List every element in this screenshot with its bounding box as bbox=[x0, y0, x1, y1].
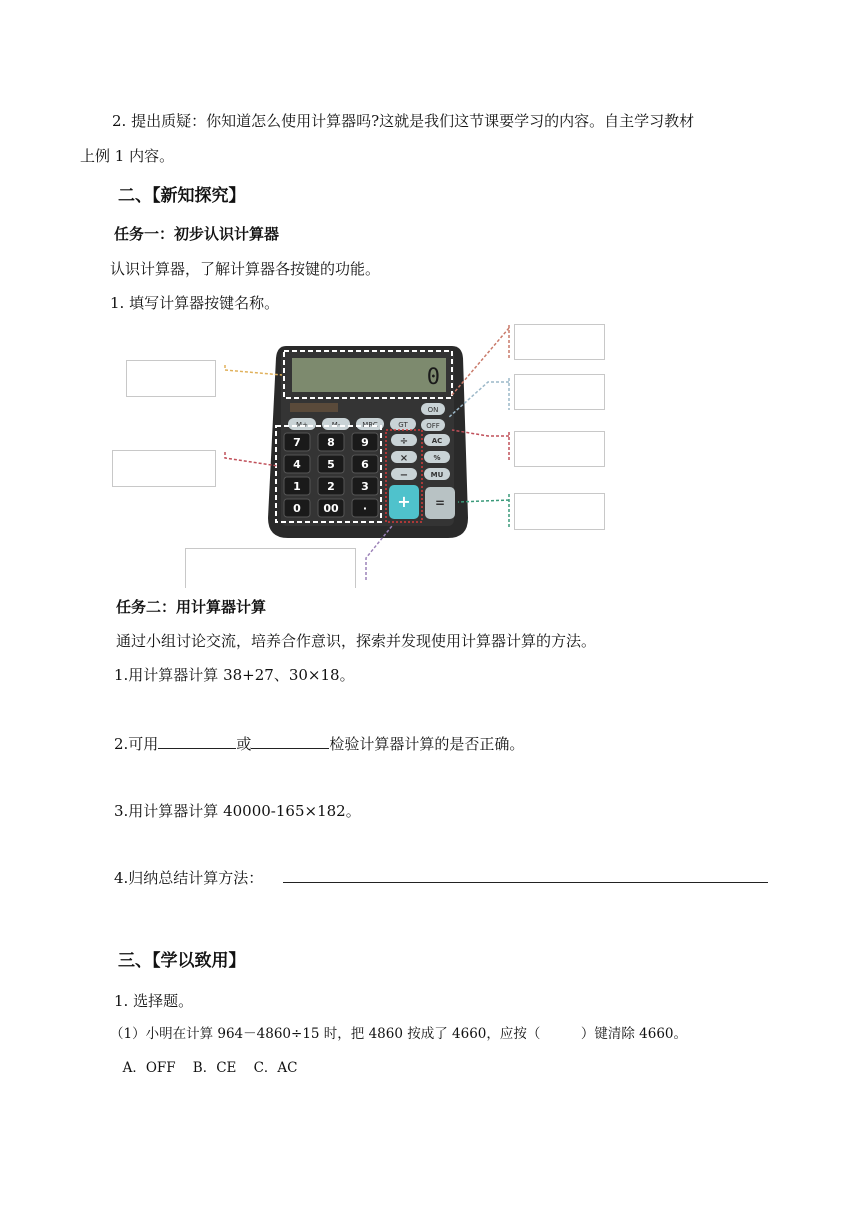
svg-text:2: 2 bbox=[327, 480, 335, 493]
display-value: 0 bbox=[426, 365, 440, 390]
intro-line-2: 上例 1 内容。 bbox=[80, 147, 175, 165]
svg-text:ON: ON bbox=[427, 406, 439, 414]
q2-suffix: 检验计算器计算的是否正确。 bbox=[329, 735, 525, 753]
q2-prefix: 2.可用 bbox=[114, 735, 159, 753]
svg-text:=: = bbox=[434, 496, 446, 510]
choice-options: A．OFF B．CE C．AC bbox=[114, 1060, 298, 1076]
svg-text:7: 7 bbox=[293, 436, 301, 449]
label-box-right-3[interactable] bbox=[514, 431, 605, 467]
svg-text:3: 3 bbox=[361, 480, 369, 493]
svg-text:M-: M- bbox=[331, 421, 341, 429]
label-box-display[interactable] bbox=[126, 360, 216, 397]
leader-line-display bbox=[225, 365, 282, 375]
svg-text:M+: M+ bbox=[296, 421, 308, 429]
svg-text:−: − bbox=[399, 470, 409, 481]
label-box-right-1[interactable] bbox=[514, 324, 605, 360]
svg-text:00: 00 bbox=[323, 502, 339, 515]
svg-text:9: 9 bbox=[361, 436, 369, 449]
svg-text:×: × bbox=[399, 453, 409, 464]
section-heading-apply: 三、【学以致用】 bbox=[118, 951, 246, 971]
task-1-description: 认识计算器，了解计算器各按键的功能。 bbox=[110, 260, 381, 278]
calculator-display bbox=[292, 358, 446, 392]
task-1-item-1: 1. 填写计算器按键名称。 bbox=[110, 294, 280, 312]
summary-answer-line[interactable] bbox=[283, 882, 768, 883]
svg-text:·: · bbox=[362, 502, 368, 515]
svg-text:AC: AC bbox=[431, 437, 443, 445]
svg-text:1: 1 bbox=[293, 480, 301, 493]
task-2-question-2 bbox=[114, 734, 524, 754]
svg-text:MRC: MRC bbox=[362, 421, 378, 429]
task-1-title: 任务一：初步认识计算器 bbox=[114, 225, 280, 243]
task-2-question-4: 4.归纳总结计算方法： bbox=[114, 869, 264, 887]
q2-blank-1[interactable] bbox=[158, 734, 236, 749]
leader-line-number-pad bbox=[225, 452, 278, 466]
svg-text:÷: ÷ bbox=[399, 436, 409, 447]
q2-blank-2[interactable] bbox=[251, 734, 329, 749]
svg-text:%: % bbox=[433, 454, 441, 462]
svg-text:OFF: OFF bbox=[426, 422, 440, 430]
choice-question-1: （1）小明在计算 964－4860÷15 时，把 4860 按成了 4660，应按（ ）键清除 4660。 bbox=[110, 1026, 688, 1042]
svg-text:GT: GT bbox=[398, 421, 408, 429]
svg-text:6: 6 bbox=[361, 458, 369, 471]
q2-mid: 或 bbox=[236, 735, 252, 753]
task-2-question-1: 1.用计算器计算 38+27、30×18。 bbox=[114, 666, 355, 684]
task-2-title: 任务二：用计算器计算 bbox=[116, 598, 267, 616]
solar-panel bbox=[290, 403, 338, 412]
svg-text:8: 8 bbox=[327, 436, 335, 449]
svg-text:+: + bbox=[397, 492, 411, 511]
svg-text:0: 0 bbox=[293, 502, 301, 515]
task-2-question-3: 3.用计算器计算 40000-165×182。 bbox=[114, 802, 361, 820]
svg-text:MU: MU bbox=[430, 471, 444, 479]
intro-line-1: 2. 提出质疑：你知道怎么使用计算器吗?这就是我们这节课要学习的内容。自主学习教材 bbox=[112, 112, 695, 130]
label-box-number-keys[interactable] bbox=[112, 450, 216, 487]
label-box-right-4[interactable] bbox=[514, 493, 605, 530]
section-heading-new-knowledge: 二、【新知探究】 bbox=[118, 186, 246, 206]
svg-text:4: 4 bbox=[293, 458, 301, 471]
section-3-item-1: 1. 选择题。 bbox=[114, 992, 194, 1010]
svg-text:5: 5 bbox=[327, 458, 335, 471]
label-box-right-2[interactable] bbox=[514, 374, 605, 410]
calculator-illustration bbox=[0, 0, 860, 600]
task-2-description: 通过小组讨论交流，培养合作意识，探索并发现使用计算器计算的方法。 bbox=[116, 632, 597, 650]
label-box-bottom[interactable] bbox=[185, 548, 356, 588]
